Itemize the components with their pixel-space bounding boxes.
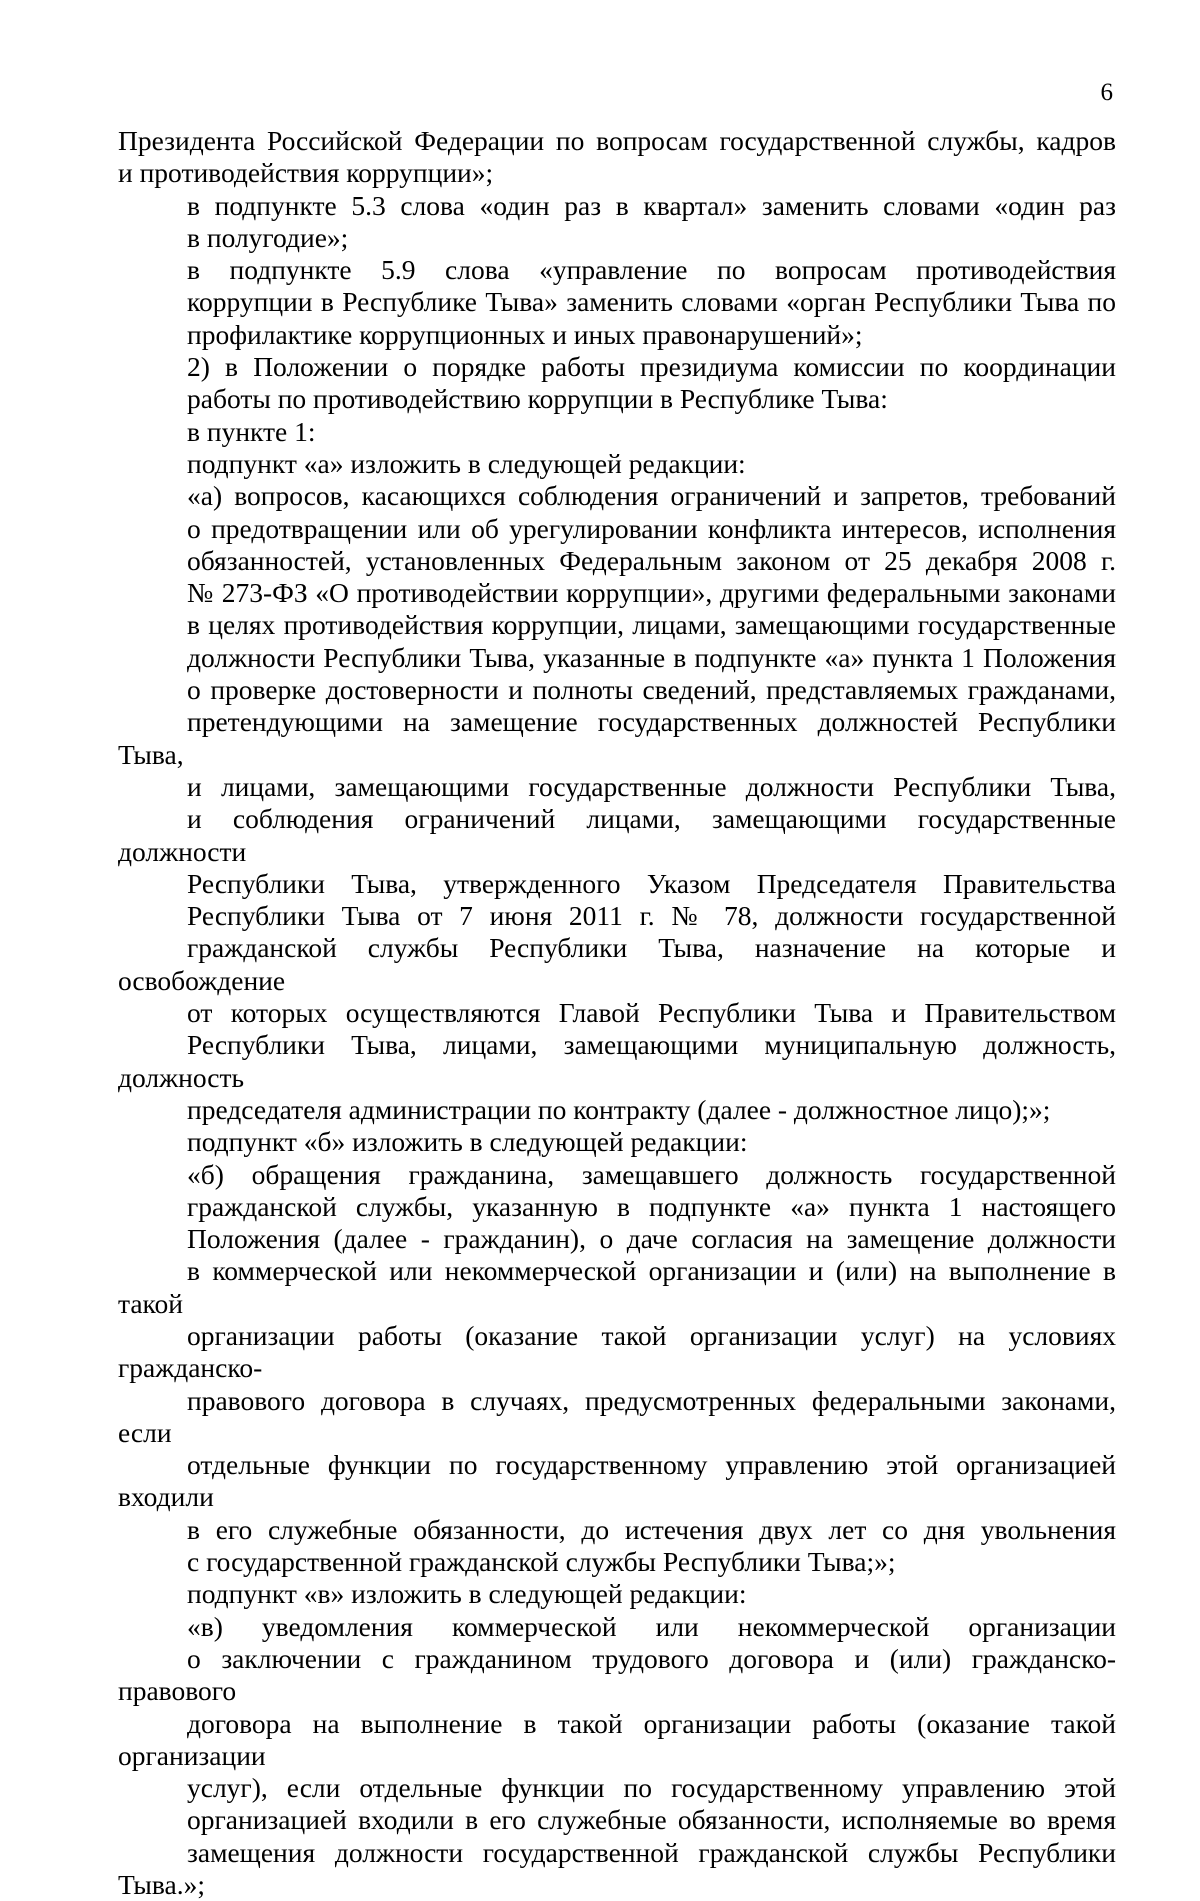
text-line: в его служебные обязанности, до истечения двух лет со дня увольнения [187,1513,1116,1545]
text-line: 2) в Положении о порядке работы президиума комиссии по координации [187,351,1116,383]
text-line: профилактике коррупционных и иных правонарушений»; [187,318,863,350]
text-line: в коммерческой или некоммерческой организации и (или) на выполнение в такой [118,1255,1116,1319]
page-number: 6 [1100,79,1113,106]
text-line: в подпункте 5.3 слова «один раз в квартал» заменить словами «один раз [187,189,1116,221]
text-line: правового договора в случаях, предусмотренных федеральными законами, если [118,1384,1116,1448]
text-line: Президента Российской Федерации по вопросам государственной службы, кадров [118,125,1116,156]
text-line: работы по противодействию коррупции в Республике Тыва: [187,383,888,415]
text-line: и лицами, замещающими государственные должности Республики Тыва, [187,770,1116,802]
text-line: организацией входили в его служебные обязанности, исполняемые во время [187,1804,1116,1836]
text-line: гражданской службы, указанную в подпункте «а» пункта 1 настоящего [187,1190,1116,1222]
text-line: в пункте 1: [187,415,316,447]
text-line: услуг), если отдельные функции по государственному управлению этой [187,1772,1116,1804]
paragraph [118,416,1116,448]
text-line: о предотвращении или об урегулировании конфликта интересов, исполнения [187,512,1116,544]
paragraph [118,254,1116,351]
text-line: и соблюдения ограничений лицами, замещающими государственные должности [118,803,1116,867]
paragraph [118,448,1116,480]
text-line: организации работы (оказание такой организации услуг) на условиях гражданско- [118,1319,1116,1384]
text-line: гражданской службы Республики Тыва, назначение на которые и освобождение [118,932,1116,996]
text-line: обязанностей, установленных Федеральным законом от 25 декабря 2008 г. [187,544,1116,576]
text-line: председателя администрации по контракту (далее - должностное лицо);»; [187,1093,1051,1125]
paragraph [118,1611,1116,1901]
text-line: подпункт «б» изложить в следующей редакции: [187,1126,748,1158]
text-line: «а) вопросов, касающихся соблюдения ограничений и запретов, требований [187,480,1116,512]
text-line: Положения (далее - гражданин), о даче согласия на замещение должности [187,1223,1116,1255]
text-line: подпункт «в» изложить в следующей редакции: [187,1578,747,1610]
text-line: № 273-ФЗ «О противодействии коррупции», другими федеральными законами [187,577,1116,609]
text-line: отдельные функции по государственному управлению этой организацией входили [118,1449,1116,1513]
text-line: с государственной гражданской службы Республики Тыва;»; [187,1546,896,1578]
text-line: о заключении с гражданином трудового договора и (или) гражданско-правового [118,1642,1116,1707]
text-line: от которых осуществляются Главой Республики Тыва и Правительством [187,997,1116,1029]
text-line: замещения должности государственной гражданской службы Республики Тыва.»; [118,1836,1116,1901]
text-line: должности Республики Тыва, указанные в подпункте «а» пункта 1 Положения [187,641,1116,673]
text-line: в целях противодействия коррупции, лицами, замещающими государственные [187,609,1116,641]
text-line: Республики Тыва от 7 июня 2011 г. № 78, должности государственной [187,900,1116,932]
text-line: претендующими на замещение государственных должностей Республики Тыва, [118,706,1116,770]
paragraph [118,125,1116,190]
text-line: Республики Тыва, утвержденного Указом Председателя Правительства [187,867,1116,899]
text-line: в подпункте 5.9 слова «управление по вопросам противодействия [187,254,1116,286]
text-line: Республики Тыва, лицами, замещающими муниципальную должность, должность [118,1029,1116,1093]
paragraph [118,351,1116,416]
text-line: договора на выполнение в такой организации работы (оказание такой организации [118,1707,1116,1771]
text-line: коррупции в Республике Тыва» заменить словами «орган Республики Тыва по [187,286,1116,318]
paragraph [118,480,1116,1126]
paragraph [118,1126,1116,1158]
paragraph [118,1159,1116,1579]
text-line: и противодействия коррупции»; [118,157,494,189]
text-line: о проверке достоверности и полноты сведений, представляемых гражданами, [187,674,1116,706]
document-body [118,125,1116,1901]
paragraph [118,190,1116,255]
paragraph [118,1578,1116,1610]
text-line: в полугодие»; [187,221,349,253]
text-line: «б) обращения гражданина, замещавшего должность государственной [187,1158,1116,1190]
text-line: «в) уведомления коммерческой или некоммерческой организации [187,1610,1116,1642]
text-line: подпункт «а» изложить в следующей редакции: [187,447,746,479]
